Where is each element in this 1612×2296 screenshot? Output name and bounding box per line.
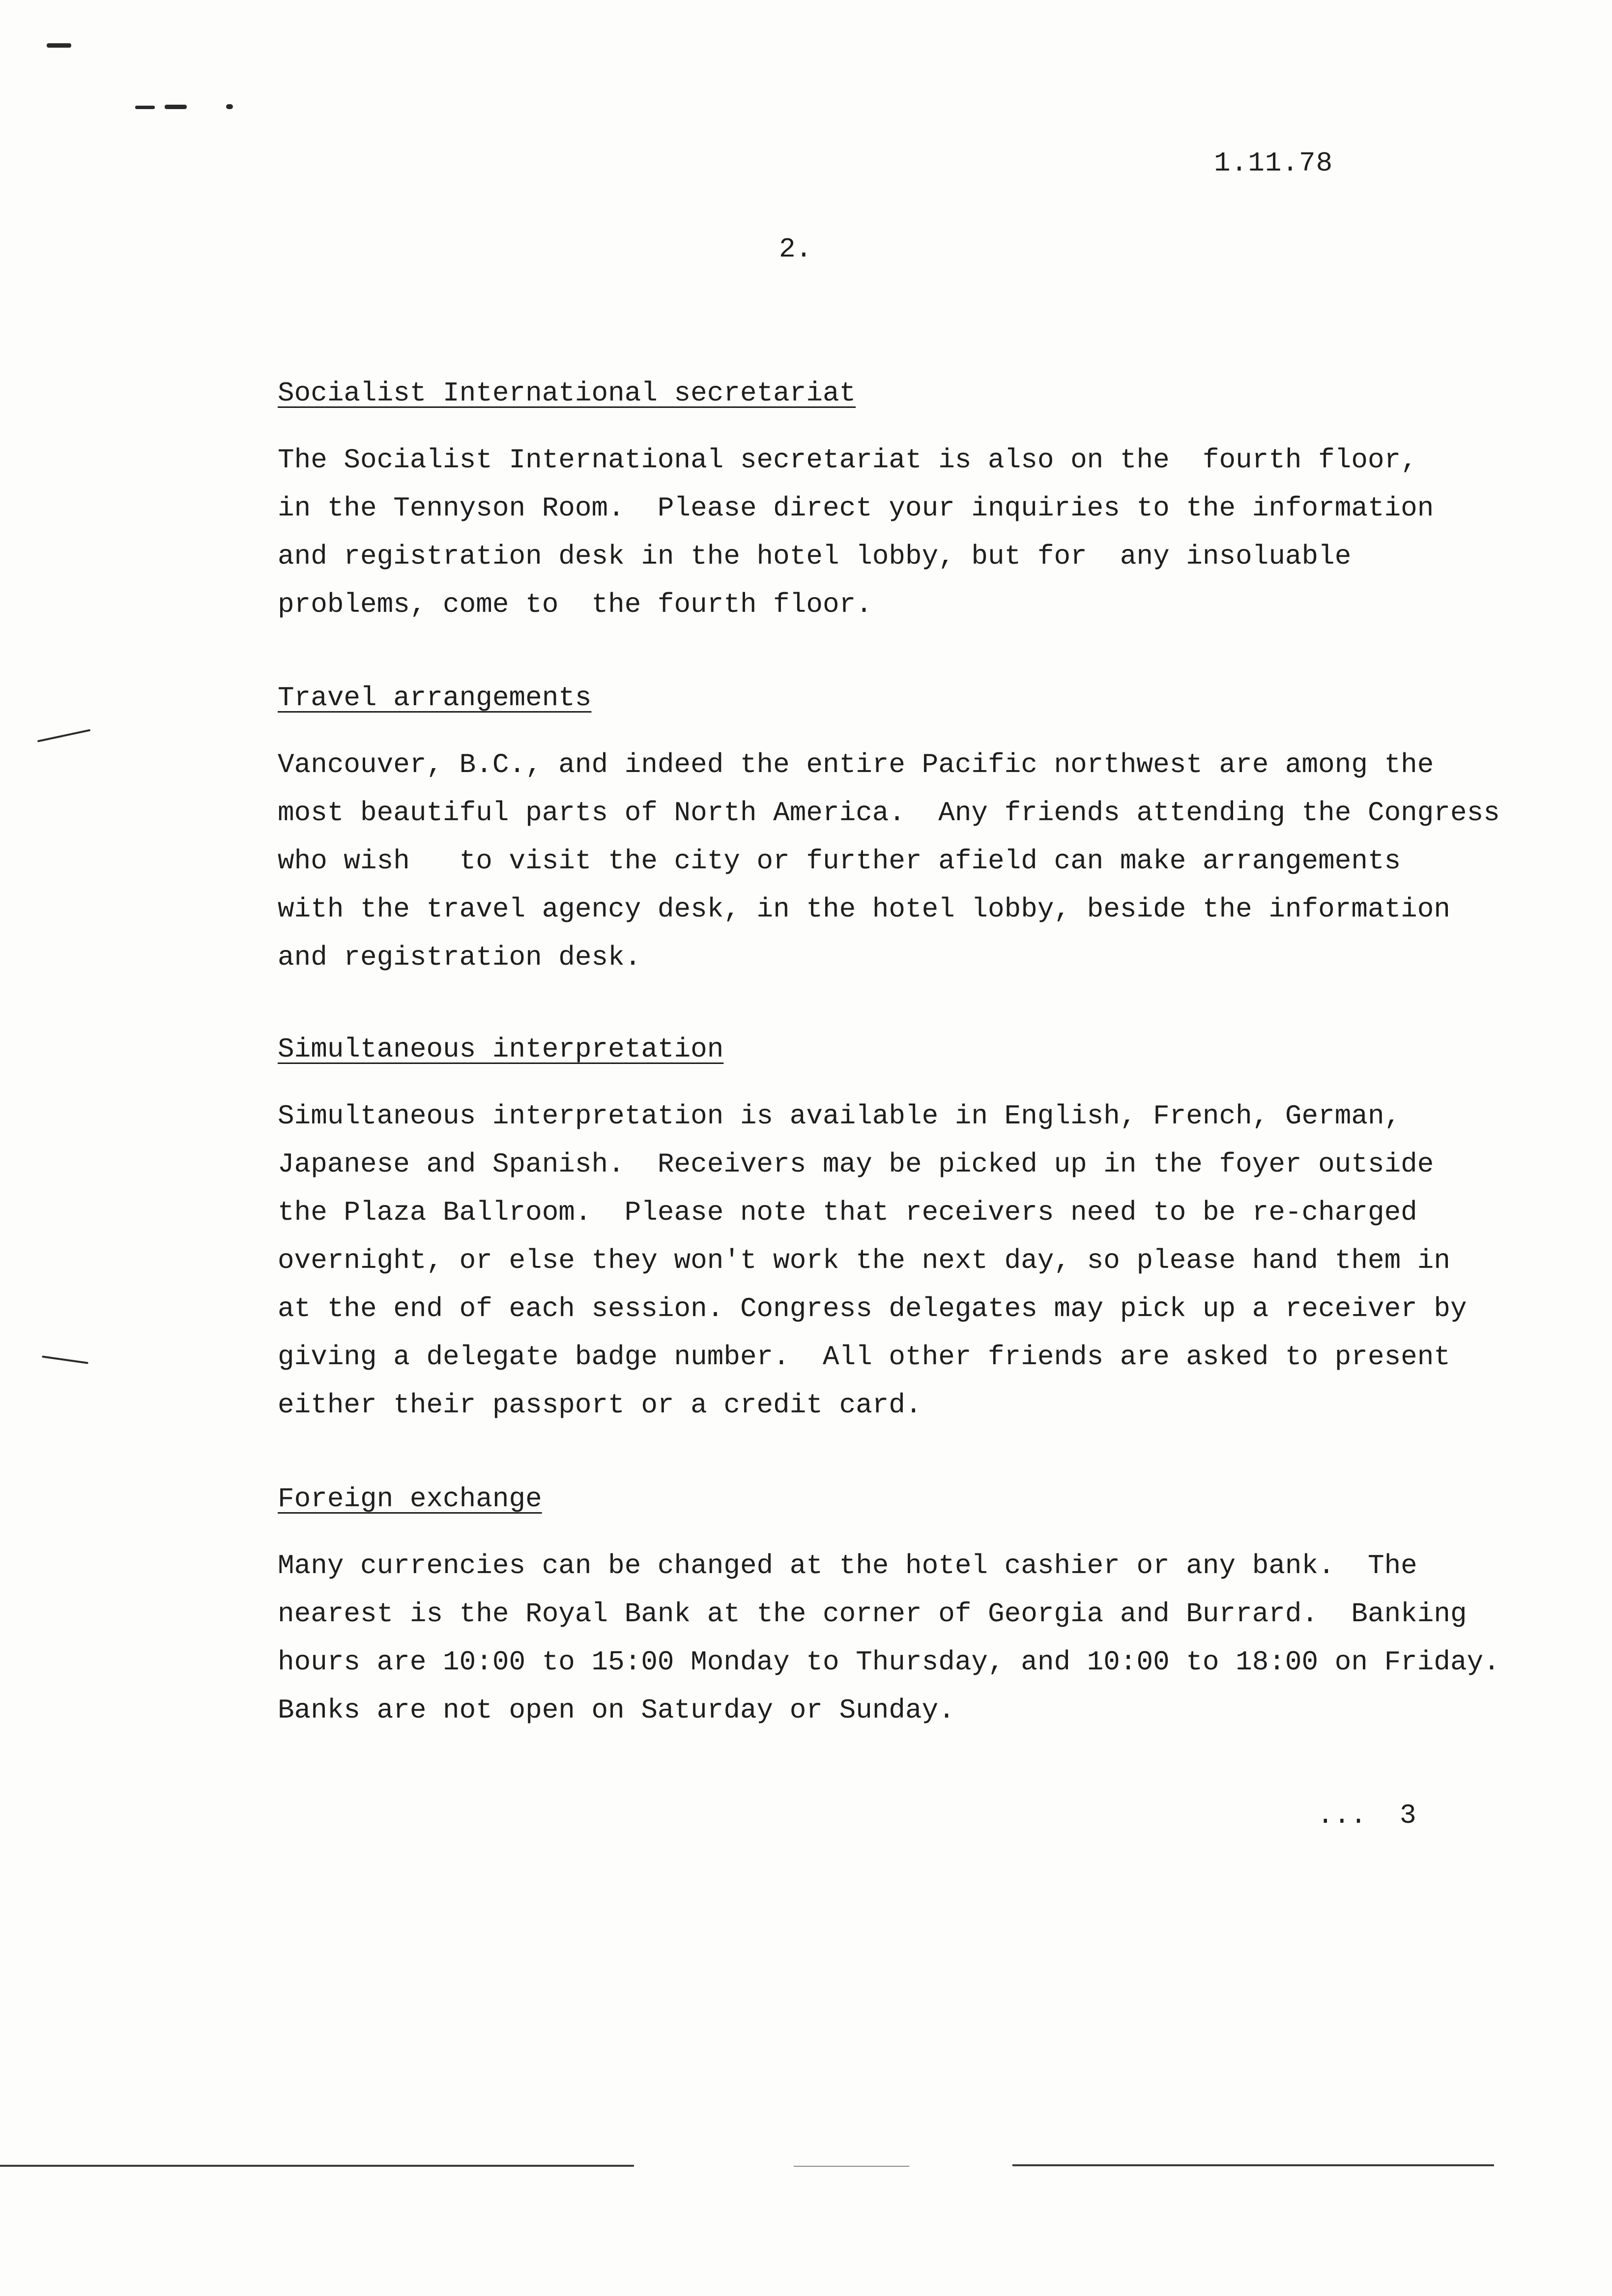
paragraph-line: Vancouver, B.C., and indeed the entire Pacific northwest are among the [278,749,1434,780]
paragraph-line: most beautiful parts of North America. Any friends attending the Congress [278,797,1500,829]
paragraph-line: Simultaneous interpretation is available in English, French, German, [278,1100,1401,1132]
paragraph-line: in the Tennyson Room. Please direct your inquiries to the information [278,492,1434,524]
paragraph-line: who wish to visit the city or further afield can make arrangements [278,845,1401,877]
section-heading: Simultaneous interpretation [278,1033,724,1065]
scan-mark-top-left-3 [165,105,187,109]
paragraph-line: problems, come to the fourth floor. [278,589,872,620]
section-foreign-exchange [278,1482,1506,1734]
section-paragraph [278,436,1506,629]
section-travel-arrangements [278,681,1506,981]
section-simultaneous-interpretation [278,1032,1506,1429]
paragraph-line: and registration desk. [278,942,641,973]
section-paragraph [278,1092,1506,1429]
paragraph-line: Banks are not open on Saturday or Sunday. [278,1694,955,1726]
continued-marker: ... 3 [1317,1800,1416,1831]
section-heading: Socialist International secretariat [278,377,856,409]
scan-mark-top-left-2 [135,106,155,109]
paragraph-line: with the travel agency desk, in the hotel lobby, beside the information [278,893,1450,925]
paragraph-line: nearest is the Royal Bank at the corner of Georgia and Burrard. Banking [278,1598,1467,1630]
paragraph-line: the Plaza Ballroom. Please note that receivers need to be re-charged [278,1197,1417,1228]
scan-mark-top-left [47,43,71,48]
section-paragraph [278,741,1506,981]
paragraph-line: at the end of each session. Congress delegates may pick up a receiver by [278,1293,1467,1324]
section-secretariat [278,376,1506,629]
section-heading: Foreign exchange [278,1483,542,1515]
bottom-rule-right [1012,2164,1494,2166]
bottom-rule-left [0,2165,634,2167]
paragraph-line: overnight, or else they won't work the next day, so please hand them in [278,1245,1450,1276]
paragraph-line: Japanese and Spanish. Receivers may be picked up in the foyer outside [278,1148,1434,1180]
section-paragraph [278,1542,1506,1734]
section-heading: Travel arrangements [278,682,592,714]
scan-mark-margin-1 [37,729,90,743]
paragraph-line: and registration desk in the hotel lobby, but for any insoluable [278,541,1352,572]
paragraph-line: hours are 10:00 to 15:00 Monday to Thursday, and 10:00 to 18:00 on Friday. [278,1646,1500,1678]
scan-mark-top-left-4 [226,104,233,109]
document-date: 1.11.78 [1214,147,1333,179]
paragraph-line: Many currencies can be changed at the hotel cashier or any bank. The [278,1550,1417,1581]
paragraph-line: The Socialist International secretariat is also on the fourth floor, [278,444,1417,476]
scan-mark-margin-2 [42,1355,88,1364]
paragraph-line: giving a delegate badge number. All other friends are asked to present [278,1341,1450,1373]
bottom-rule-middle [794,2166,909,2167]
page-number: 2. [779,233,812,265]
paragraph-line: either their passport or a credit card. [278,1389,922,1421]
